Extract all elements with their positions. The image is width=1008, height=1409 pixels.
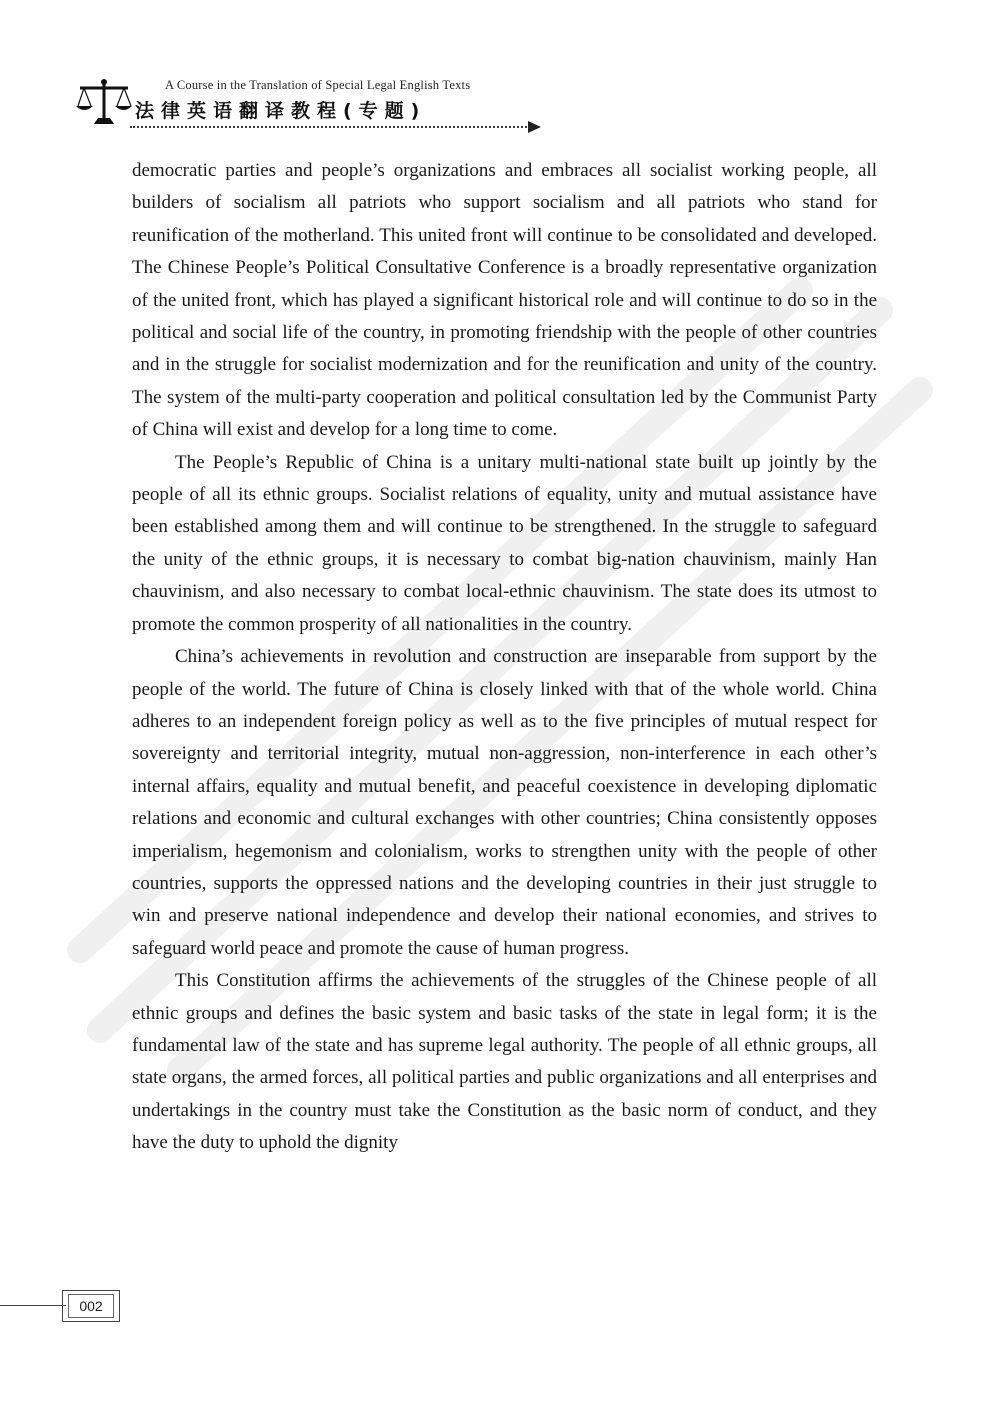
header-arrow-icon [528,121,541,133]
book-title-chinese: 法律英语翻译教程(专题) [135,100,427,122]
running-header [0,0,1008,140]
footer-rule [0,1305,66,1306]
scales-of-justice-icon [76,78,132,128]
book-subtitle-english: A Course in the Translation of Special Legal English Texts [165,78,471,92]
paragraph: The People’s Republic of China is a unitary multi-national state built up jointly by the people of all its ethnic groups. Socialist relations of equality, unity and mutual assistance have been established among them and will continue to be strengthened. In the struggle to safeguard the unity of the ethnic groups, it is necessary to combat big-nation chauvinism, mainly Han chauvinism, and also necessary to combat local-ethnic chauvinism. The state does its utmost to promote the common prosperity of all nationalities in the country. [132,451,877,635]
document-body [132,155,877,1160]
paragraph: This Constitution affirms the achievements of the struggles of the Chinese people of all ethnic groups and defines the basic system and basic tasks of the state in legal form; it is the fundamental law of the state and has supreme legal authority. The people of all ethnic groups, all state organs, the armed forces, all political parties and public organizations and all enterprises and undertakings in the country must take the Constitution as the basic norm of conduct, and they have the duty to uphold the dignity [132,970,877,1154]
header-dotted-rule [130,126,530,128]
page-number-box [62,1290,120,1322]
paragraph: democratic parties and people’s organizations and embraces all socialist working people, all builders of socialism all patriots who support socialism and all patriots who stand for reunification of the motherland. This united front will continue to be consolidated and developed. The Chinese People’s Political Consultative Conference is a broadly representative organization of the united front, which has played a significant historical role and will continue to do so in the political and social life of the country, in promoting friendship with the people of other countries and in the struggle for socialist modernization and for the reunification and unity of the country. The system of the multi-party cooperation and political consultation led by the Communist Party of China will exist and develop for a long time to come. [132,160,877,441]
paragraph: China’s achievements in revolution and construction are inseparable from support by the people of the world. The future of China is closely linked with that of the whole world. China adheres to an independent foreign policy as well as to the five principles of mutual respect for sovereignty and territorial integrity, mutual non-aggression, non-interference in each other’s internal affairs, equality and mutual benefit, and peaceful coexistence in developing diplomatic relations and economic and cultural exchanges with other countries; China consistently opposes imperialism, hegemonism and colonialism, works to strengthen unity with the people of other countries, supports the oppressed nations and the developing countries in their just struggle to win and preserve national independence and develop their national economies, and strives to safeguard world peace and promote the cause of human progress. [132,646,877,959]
page-number: 002 [68,1294,114,1318]
